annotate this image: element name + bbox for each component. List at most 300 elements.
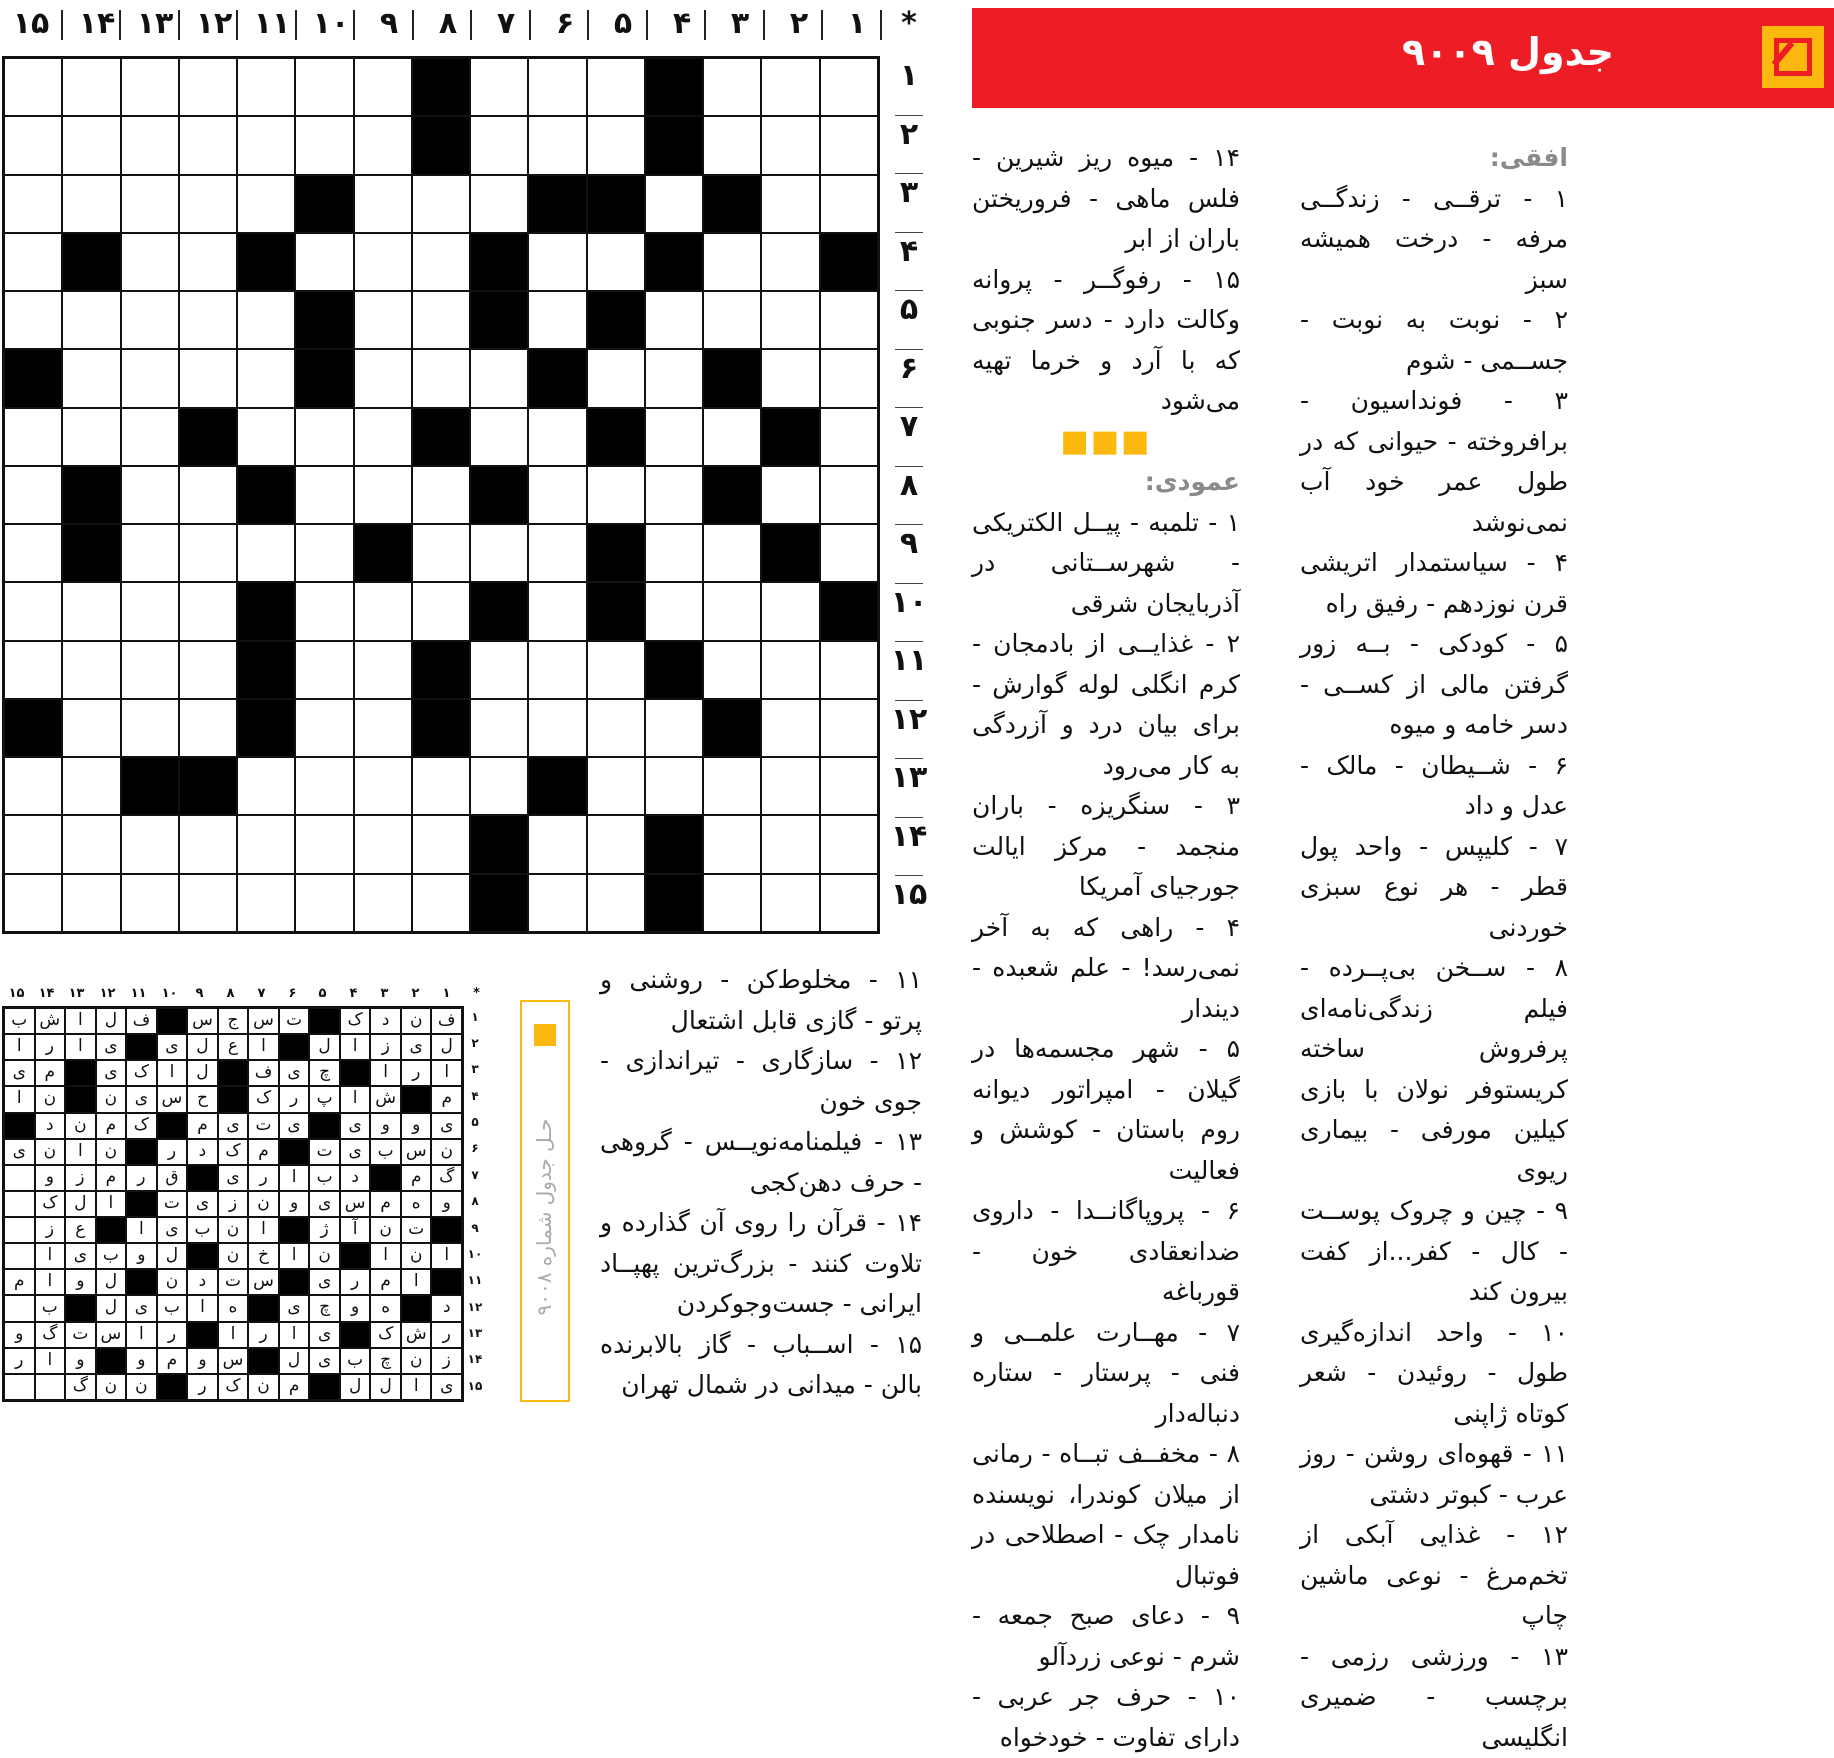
grid-cell[interactable] [121,58,179,116]
grid-cell[interactable] [354,582,412,640]
grid-cell[interactable] [528,116,586,174]
grid-cell[interactable] [645,408,703,466]
black-cell [587,524,645,582]
grid-cell[interactable] [703,116,761,174]
across-clue-9: ۹ - چین و چروک پوســت - کال - کفر...از کفت بیرون کند [1300,1191,1568,1313]
grid-cell[interactable] [179,582,237,640]
grid-cell[interactable] [528,291,586,349]
solution-cell: ا [370,1060,401,1086]
grid-cell[interactable] [121,349,179,407]
row-separator [895,700,923,701]
sol-col-11: ۱۱ [124,986,153,1001]
grid-cell[interactable] [121,116,179,174]
col-num-11: ۱۱ [243,6,301,41]
grid-cell[interactable] [587,699,645,757]
col-num-8: ۸ [419,6,477,41]
grid-cell[interactable] [761,757,819,815]
solution-cell: ح [187,1086,218,1112]
grid-cell[interactable] [354,757,412,815]
grid-cell[interactable] [295,582,353,640]
grid-cell[interactable] [820,116,878,174]
solution-cell: ر [431,1322,462,1348]
grid-cell[interactable] [587,466,645,524]
grid-cell[interactable] [62,757,120,815]
column-separator [880,10,882,40]
grid-cell[interactable] [237,291,295,349]
black-cell [645,874,703,932]
solution-cell: ن [65,1113,96,1139]
sol-row-8: ۸ [466,1194,484,1208]
sol-col-12: ۱۲ [93,986,122,1001]
grid-cell[interactable] [179,349,237,407]
col-num-9: ۹ [360,6,418,41]
grid-cell[interactable] [703,641,761,699]
solution-cell: ر [4,1348,35,1374]
solution-cell: ن [248,1374,279,1400]
grid-cell[interactable] [528,233,586,291]
grid-cell[interactable] [761,874,819,932]
grid-cell[interactable] [354,641,412,699]
grid-cell[interactable] [354,116,412,174]
grid-cell[interactable] [4,175,62,233]
grid-cell[interactable] [528,524,586,582]
grid-cell[interactable] [528,58,586,116]
solution-cell: ی [157,1034,188,1060]
grid-cell[interactable] [4,641,62,699]
grid-cell[interactable] [470,524,528,582]
solution-cell: ی [279,1295,310,1321]
row-num-6: ۶ [888,351,930,386]
solution-cell: ن [96,1086,127,1112]
grid-cell[interactable] [703,524,761,582]
grid-cell[interactable] [528,874,586,932]
solution-black-cell [340,1060,371,1086]
grid-cell[interactable] [354,874,412,932]
grid-cell[interactable] [179,524,237,582]
grid-cell[interactable] [121,291,179,349]
grid-cell[interactable] [761,582,819,640]
grid-cell[interactable] [237,815,295,873]
grid-cell[interactable] [295,874,353,932]
grid-cell[interactable] [645,699,703,757]
col-num-2: ۲ [770,6,828,41]
grid-cell[interactable] [761,233,819,291]
grid-cell[interactable] [820,815,878,873]
grid-cell[interactable] [295,408,353,466]
row-separator [895,173,923,174]
solution-cell: ا [248,1034,279,1060]
grid-cell[interactable] [62,58,120,116]
grid-cell[interactable] [412,757,470,815]
grid-cell[interactable] [62,641,120,699]
grid-cell[interactable] [587,874,645,932]
grid-cell[interactable] [470,349,528,407]
grid-cell[interactable] [121,233,179,291]
grid-cell[interactable] [237,175,295,233]
grid-cell[interactable] [587,641,645,699]
grid-cell[interactable] [295,58,353,116]
solution-black-cell [309,1113,340,1139]
row-num-15: ۱۵ [888,877,930,912]
grid-cell[interactable] [703,233,761,291]
grid-cell[interactable] [761,175,819,233]
black-cell [703,175,761,233]
row-num-12: ۱۲ [888,702,930,737]
solution-cell: ز [35,1217,66,1243]
solution-cell: ن [401,1348,432,1374]
grid-cell[interactable] [179,175,237,233]
grid-cell[interactable] [354,349,412,407]
solution-cell: ا [65,1008,96,1034]
black-cell [237,233,295,291]
grid-cell[interactable] [295,757,353,815]
grid-cell[interactable] [470,116,528,174]
grid-cell[interactable] [645,175,703,233]
sol-col-13: ۱۳ [62,986,91,1001]
grid-cell[interactable] [412,582,470,640]
grid-cell[interactable] [703,58,761,116]
grid-cell[interactable] [645,582,703,640]
black-cell [179,757,237,815]
solution-cell: ا [279,1165,310,1191]
solution-cell: ن [35,1086,66,1112]
grid-cell[interactable] [62,815,120,873]
grid-cell[interactable] [820,466,878,524]
grid-cell[interactable] [470,641,528,699]
column-separator [646,10,648,40]
solution-cell: ی [309,1348,340,1374]
col-num-5: ۵ [594,6,652,41]
col-num-15: ۱۵ [2,6,60,41]
grid-cell[interactable] [412,815,470,873]
grid-cell[interactable] [820,175,878,233]
grid-cell[interactable] [820,874,878,932]
solution-cell: ا [126,1217,157,1243]
grid-cell[interactable] [587,233,645,291]
grid-cell[interactable] [295,641,353,699]
grid-cell[interactable] [354,233,412,291]
sol-row-6: ۶ [466,1141,484,1155]
grid-cell[interactable] [761,699,819,757]
grid-cell[interactable] [62,116,120,174]
grid-cell[interactable] [470,175,528,233]
grid-cell[interactable] [179,641,237,699]
grid-cell[interactable] [237,524,295,582]
grid-cell[interactable] [62,874,120,932]
solution-cell: ک [126,1113,157,1139]
grid-cell[interactable] [470,699,528,757]
grid-cell[interactable] [295,466,353,524]
grid-cell[interactable] [470,58,528,116]
sol-row-15: ۱۵ [466,1379,484,1393]
grid-cell[interactable] [179,116,237,174]
grid-cell[interactable] [121,175,179,233]
grid-cell[interactable] [4,815,62,873]
grid-cell[interactable] [62,699,120,757]
grid-cell[interactable] [528,582,586,640]
column-separator [295,10,297,40]
grid-cell[interactable] [820,524,878,582]
solution-cell: ل [96,1008,127,1034]
grid-cell[interactable] [121,815,179,873]
grid-cell[interactable] [587,815,645,873]
grid-cell[interactable] [587,116,645,174]
black-cell [470,466,528,524]
grid-cell[interactable] [703,582,761,640]
solution-cell: م [96,1165,127,1191]
down-clue-1: ۱ - تلمبه - پیــل الکتریکی - شهرســتانی در آذربایجان شرقی [972,503,1240,625]
grid-cell[interactable] [761,815,819,873]
grid-cell[interactable] [354,699,412,757]
grid-cell[interactable] [820,349,878,407]
grid-cell[interactable] [412,175,470,233]
solution-black-cell [126,1139,157,1165]
across-clue-2: ۲ - نوبت به نوبت - جســمی - شوم [1300,300,1568,381]
grid-cell[interactable] [645,291,703,349]
grid-cell[interactable] [179,291,237,349]
solution-cell [35,1374,66,1400]
row-num-9: ۹ [888,526,930,561]
black-cell [412,408,470,466]
grid-cell[interactable] [4,58,62,116]
solution-cell: ا [431,1243,462,1269]
black-cell [237,582,295,640]
down-clue-13: ۱۳ - فیلمنامه‌نویــس - گروهی - حرف دهن‌کجی [600,1122,922,1203]
grid-cell[interactable] [121,408,179,466]
grid-cell[interactable] [295,116,353,174]
grid-cell[interactable] [761,58,819,116]
solution-cell [4,1191,35,1217]
grid-cell[interactable] [295,524,353,582]
grid-cell[interactable] [645,524,703,582]
down-clue-8: ۸ - مخفــف تبــاه - رمانی از میلان کوندرا، نویسنده نامدار چک - اصطلاحی در فوتبال [972,1434,1240,1596]
grid-cell[interactable] [820,408,878,466]
grid-cell[interactable] [4,116,62,174]
grid-cell[interactable] [412,291,470,349]
grid-cell[interactable] [179,874,237,932]
grid-cell[interactable] [179,58,237,116]
solution-cell: ی [218,1113,249,1139]
solution-cell: ن [309,1243,340,1269]
solution-cell: و [187,1348,218,1374]
solution-cell: ن [35,1139,66,1165]
sol-col-2: ۲ [401,986,430,1001]
grid-cell[interactable] [62,582,120,640]
grid-cell[interactable] [820,641,878,699]
grid-cell[interactable] [179,699,237,757]
grid-cell[interactable] [179,815,237,873]
grid-cell[interactable] [121,466,179,524]
solution-black-cell [126,1269,157,1295]
grid-cell[interactable] [121,524,179,582]
black-cell [587,291,645,349]
solution-cell: م [4,1269,35,1295]
grid-cell[interactable] [4,582,62,640]
grid-cell[interactable] [295,699,353,757]
grid-cell[interactable] [4,757,62,815]
down-heading: عمودی: [972,462,1240,503]
grid-cell[interactable] [4,233,62,291]
grid-cell[interactable] [587,757,645,815]
grid-cell[interactable] [354,408,412,466]
grid-cell[interactable] [4,408,62,466]
black-cell [761,524,819,582]
solution-cell [4,1295,35,1321]
column-separator [61,10,63,40]
grid-cell[interactable] [761,349,819,407]
grid-cell[interactable] [62,349,120,407]
black-cell [295,349,353,407]
grid-cell[interactable] [703,408,761,466]
grid-cell[interactable] [354,175,412,233]
grid-cell[interactable] [121,699,179,757]
row-separator [895,232,923,233]
grid-cell[interactable] [820,757,878,815]
grid-cell[interactable] [62,175,120,233]
black-cell [761,408,819,466]
grid-cell[interactable] [412,466,470,524]
black-cell [645,58,703,116]
solution-cell: و [65,1348,96,1374]
solution-cell: ل [96,1269,127,1295]
grid-cell[interactable] [4,466,62,524]
grid-cell[interactable] [761,641,819,699]
grid-cell[interactable] [4,524,62,582]
solution-cell: د [370,1008,401,1034]
column-separator [236,10,238,40]
solution-cell: ی [187,1191,218,1217]
grid-cell[interactable] [121,641,179,699]
grid-cell[interactable] [703,757,761,815]
solution-black-cell [187,1322,218,1348]
solution-cell: ا [431,1060,462,1086]
grid-cell[interactable] [645,349,703,407]
grid-cell[interactable] [237,757,295,815]
column-separator [704,10,706,40]
solution-cell: ب [35,1295,66,1321]
grid-cell[interactable] [645,757,703,815]
grid-cell[interactable] [703,874,761,932]
solution-cell: ن [370,1217,401,1243]
grid-cell[interactable] [761,116,819,174]
black-cell [703,349,761,407]
solution-cell: ف [126,1008,157,1034]
row-num-4: ۴ [888,234,930,269]
grid-cell[interactable] [237,116,295,174]
grid-cell[interactable] [412,233,470,291]
solution-cell: ز [370,1034,401,1060]
solution-cell: ا [370,1243,401,1269]
grid-cell[interactable] [121,874,179,932]
grid-cell[interactable] [645,466,703,524]
grid-cell[interactable] [354,466,412,524]
solution-cell: ا [35,1269,66,1295]
grid-cell[interactable] [4,874,62,932]
grid-cell[interactable] [820,58,878,116]
grid-cell[interactable] [237,58,295,116]
grid-cell[interactable] [703,815,761,873]
solution-cell: م [157,1348,188,1374]
solution-black-cell [401,1295,432,1321]
grid-cell[interactable] [354,815,412,873]
grid-cell[interactable] [237,874,295,932]
grid-cell[interactable] [820,291,878,349]
grid-cell[interactable] [761,291,819,349]
solution-cell: و [65,1269,96,1295]
grid-cell[interactable] [179,233,237,291]
solution-cell [4,1374,35,1400]
grid-cell[interactable] [528,815,586,873]
grid-cell[interactable] [412,524,470,582]
grid-cell[interactable] [820,699,878,757]
grid-cell[interactable] [179,466,237,524]
solution-black-cell [309,1008,340,1034]
column-separator [119,10,121,40]
grid-cell[interactable] [295,233,353,291]
solution-black-cell [126,1191,157,1217]
grid-cell[interactable] [528,408,586,466]
grid-cell[interactable] [354,291,412,349]
grid-cell[interactable] [295,815,353,873]
black-cell [179,408,237,466]
grid-cell[interactable] [354,58,412,116]
solution-cell: ر [248,1165,279,1191]
grid-cell[interactable] [4,291,62,349]
grid-cell[interactable] [237,349,295,407]
solution-black-cell [157,1374,188,1400]
solution-cell: ع [218,1034,249,1060]
black-cell [703,466,761,524]
solution-cell [4,1165,35,1191]
solution-cell: م [35,1060,66,1086]
sol-row-7: ۷ [466,1168,484,1182]
solution-cell: م [370,1191,401,1217]
grid-cell[interactable] [587,58,645,116]
grid-cell[interactable] [528,466,586,524]
solution-cell: ک [370,1322,401,1348]
grid-cell[interactable] [62,291,120,349]
solution-cell: ر [279,1086,310,1112]
grid-cell[interactable] [470,408,528,466]
solution-cell: م [248,1139,279,1165]
grid-cell[interactable] [587,349,645,407]
grid-cell[interactable] [412,874,470,932]
solution-cell: ت [248,1113,279,1139]
grid-cell[interactable] [121,582,179,640]
grid-cell[interactable] [528,699,586,757]
grid-cell[interactable] [470,757,528,815]
row-separator [895,115,923,116]
col-num-4: ۴ [653,6,711,41]
col-num-12: ۱۲ [185,6,243,41]
solution-cell: ر [157,1139,188,1165]
solution-black-cell [96,1217,127,1243]
grid-cell[interactable] [703,291,761,349]
solution-cell: و [401,1113,432,1139]
solution-cell: ی [431,1113,462,1139]
solution-cell: ی [340,1113,371,1139]
solution-cell: ا [96,1191,127,1217]
solution-black-cell [279,1217,310,1243]
grid-cell[interactable] [761,466,819,524]
black-cell [295,175,353,233]
solution-cell: ل [340,1374,371,1400]
grid-cell[interactable] [528,641,586,699]
solution-black-cell [279,1139,310,1165]
grid-cell[interactable] [237,408,295,466]
grid-cell[interactable] [412,349,470,407]
grid-cell[interactable] [62,408,120,466]
